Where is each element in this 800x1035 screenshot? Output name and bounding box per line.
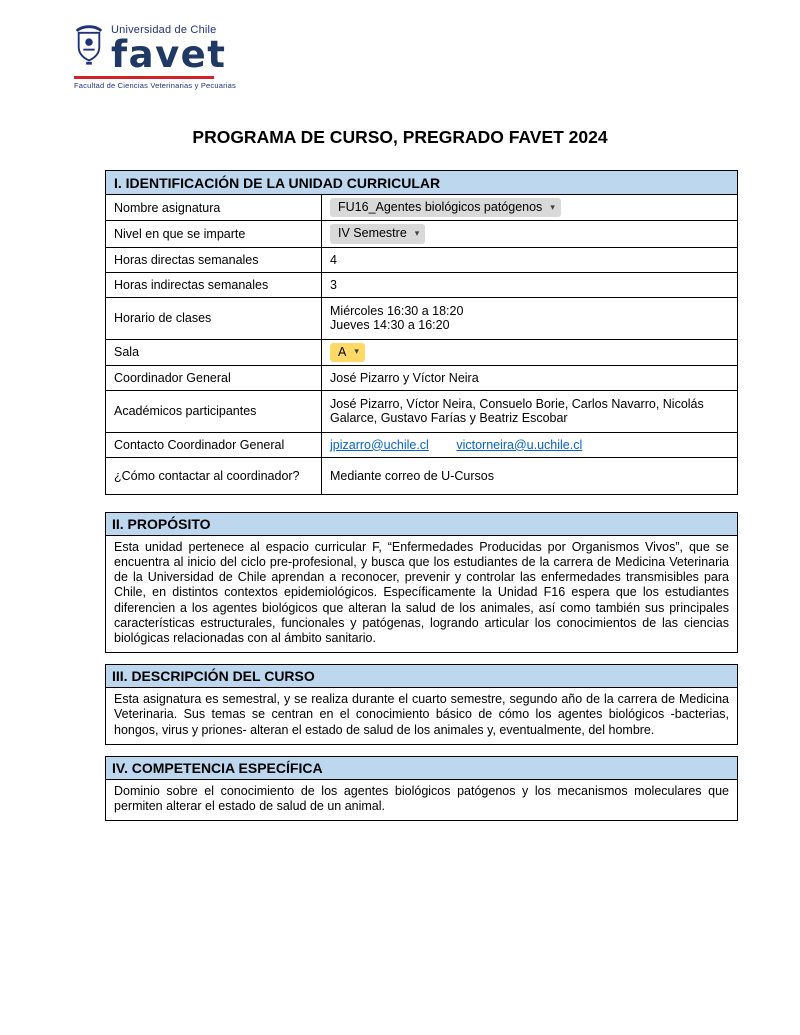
table-row: [106, 390, 738, 432]
field-label: Horario de clases: [106, 297, 322, 339]
schedule-line: Miércoles 16:30 a 18:20: [330, 304, 464, 318]
field-label: Nivel en que se imparte: [106, 221, 322, 247]
table-header-row: [106, 171, 738, 195]
field-label: Nombre asignatura: [106, 195, 322, 221]
section-descripcion: [105, 664, 738, 745]
field-value: 3: [322, 272, 738, 297]
section-header-competencia: IV. COMPETENCIA ESPECÍFICA: [105, 756, 738, 780]
table-row: [106, 195, 738, 221]
coordinator-email-link[interactable]: jpizarro@uchile.cl: [330, 437, 429, 452]
nombre-asignatura-dropdown[interactable]: [330, 198, 561, 217]
field-value: José Pizarro y Víctor Neira: [322, 365, 738, 390]
page-title: PROGRAMA DE CURSO, PREGRADO FAVET 2024: [192, 127, 608, 147]
university-crest-icon: [74, 22, 104, 66]
dropdown-value: FU16_Agentes biológicos patógenos: [338, 200, 543, 214]
university-name: Universidad de Chile: [111, 24, 217, 36]
sala-dropdown[interactable]: [330, 343, 365, 362]
section-competencia: [105, 756, 738, 821]
chevron-down-icon: ▾: [354, 346, 359, 357]
nivel-dropdown[interactable]: [330, 224, 425, 243]
section-header-proposito: II. PROPÓSITO: [105, 512, 738, 536]
table-row: [106, 339, 738, 365]
logo-red-divider: [74, 76, 214, 79]
brand-wordmark: favet: [111, 33, 227, 76]
table-row: [106, 272, 738, 297]
field-value: [322, 297, 738, 339]
field-value: Mediante correo de U-Cursos: [322, 457, 738, 494]
logo-row: [74, 22, 244, 76]
section-header-descripcion: III. DESCRIPCIÓN DEL CURSO: [105, 664, 738, 688]
dropdown-value: A: [338, 344, 347, 359]
field-value: [322, 221, 738, 247]
section-header-identification: I. IDENTIFICACIÓN DE LA UNIDAD CURRICULAR: [106, 171, 738, 195]
field-label: Horas indirectas semanales: [106, 272, 322, 297]
faculty-name: Facultad de Ciencias Veterinarias y Pecuarias: [74, 81, 236, 90]
chevron-down-icon: ▾: [414, 227, 420, 238]
section-body-proposito: Esta unidad pertenece al espacio curricular F, “Enfermedades Producidas por Organismos Vivos”, que se encuentra al inicio del ciclo pre-profesional, y busca que los estudiantes de la carrera de Medicina Veterinaria de la Universidad de Chile aprendan a reconocer, prevenir y controlar las enfermedades transmisibles para Chile, en distintos contextos epidemiológicos. Específicamente la Unidad F16 espera que los estudiantes diferencien a los agentes biológicos que alteran la salud de los animales, así como también sus principales características estructurales, funcionales y patógenas, logrando articular los conocimientos de las ciencias biológicas relacionadas con al ámbito sanitario.: [105, 536, 738, 653]
table-row: [106, 247, 738, 272]
document-content: [105, 170, 738, 821]
schedule-line: Jueves 14:30 a 16:20: [330, 318, 450, 332]
field-label: Sala: [106, 339, 322, 365]
table-row: [106, 365, 738, 390]
table-row: [106, 221, 738, 247]
table-row: [106, 297, 738, 339]
field-value: [322, 432, 738, 457]
chevron-down-icon: ▾: [550, 201, 555, 212]
section-proposito: [105, 512, 738, 653]
field-label: Horas directas semanales: [106, 247, 322, 272]
logo-texts: [111, 22, 227, 76]
field-label: ¿Cómo contactar al coordinador?: [106, 457, 322, 494]
field-label: Coordinador General: [106, 365, 322, 390]
dropdown-value: IV Semestre: [338, 226, 407, 241]
field-value: [322, 195, 738, 221]
field-label: Académicos participantes: [106, 390, 322, 432]
table-row: [106, 457, 738, 494]
identification-table: [105, 170, 738, 495]
field-label: Contacto Coordinador General: [106, 432, 322, 457]
section-body-competencia: Dominio sobre el conocimiento de los agentes biológicos patógenos y los mecanismos moleculares que permiten alterar el estado de salud de un animal.: [105, 780, 738, 821]
table-row: [106, 432, 738, 457]
field-value: 4: [322, 247, 738, 272]
section-body-descripcion: Esta asignatura es semestral, y se realiza durante el cuarto semestre, segundo año de la carrera de Medicina Veterinaria. Sus temas se centran en el conocimiento básico de cómo los agentes biológicos -bacterias, hongos, virus y priones- alteran el estado de salud de los animales y, eventualmente, del hombre.: [105, 688, 738, 745]
field-value: [322, 339, 738, 365]
coordinator-email-link[interactable]: victorneira@u.uchile.cl: [456, 437, 583, 452]
favet-logo: [74, 22, 244, 90]
field-value: José Pizarro, Víctor Neira, Consuelo Borie, Carlos Navarro, Nicolás Galarce, Gustavo Farías y Beatriz Escobar: [322, 390, 738, 432]
